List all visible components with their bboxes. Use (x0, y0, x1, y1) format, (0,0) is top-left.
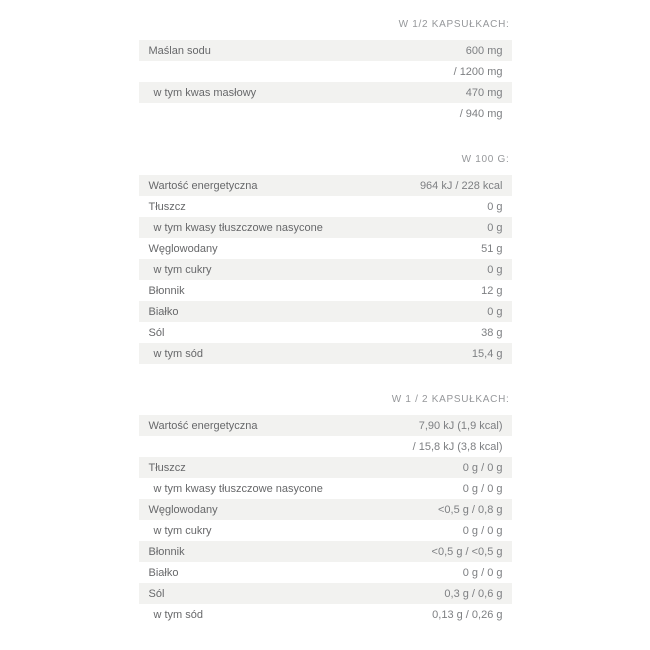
table-row (139, 217, 512, 238)
table-row (139, 196, 512, 217)
table-row (139, 520, 512, 541)
table-row (139, 415, 512, 436)
row-value: 0 g (487, 305, 503, 318)
row-label: Wartość energetyczna (148, 179, 258, 192)
row-label: Sól (148, 326, 165, 339)
row-value: / 940 mg (459, 107, 503, 120)
row-value: 470 mg (465, 86, 503, 99)
section-header: W 1/2 KAPSUŁKACH: (398, 19, 510, 30)
row-value: / 15,8 kJ (3,8 kcal) (412, 440, 503, 453)
row-label: w tym kwasy tłuszczowe nasycone (153, 482, 323, 495)
row-value: 0,13 g / 0,26 g (432, 608, 503, 621)
table-row (139, 343, 512, 364)
row-value: 15,4 g (471, 347, 503, 360)
row-value: 0 g / 0 g (462, 566, 503, 579)
row-label: w tym kwas masłowy (153, 86, 257, 99)
row-label: Błonnik (148, 284, 185, 297)
table-row (139, 478, 512, 499)
row-label: Sól (148, 587, 165, 600)
section-header: W 100 G: (461, 154, 510, 165)
table-row (139, 175, 512, 196)
row-label: w tym sód (153, 347, 204, 360)
row-value: 0 g / 0 g (462, 482, 503, 495)
nutrition-section (139, 154, 512, 364)
row-value: 38 g (481, 326, 503, 339)
row-value: 0 g / 0 g (462, 461, 503, 474)
row-label: w tym sód (153, 608, 204, 621)
row-value: 0 g (487, 200, 503, 213)
row-value: 600 mg (465, 44, 503, 57)
row-value: 0 g (487, 263, 503, 276)
table-row (139, 259, 512, 280)
nutrition-section (139, 19, 512, 124)
row-value: <0,5 g / 0,8 g (437, 503, 503, 516)
nutrition-section (139, 394, 512, 625)
section-header: W 1 / 2 KAPSUŁKACH: (391, 394, 510, 405)
row-value: 7,90 kJ (1,9 kcal) (418, 419, 503, 432)
row-label: Tłuszcz (148, 200, 186, 213)
row-value: 964 kJ / 228 kcal (419, 179, 503, 192)
row-value: 0 g (487, 221, 503, 234)
row-value: 0 g / 0 g (462, 524, 503, 537)
table-row (139, 322, 512, 343)
row-label: Węglowodany (148, 242, 218, 255)
row-value: / 1200 mg (453, 65, 503, 78)
row-value: <0,5 g / <0,5 g (431, 545, 503, 558)
row-label: Maślan sodu (148, 44, 211, 57)
row-value: 0,3 g / 0,6 g (444, 587, 503, 600)
table-row (139, 604, 512, 625)
row-label: Wartość energetyczna (148, 419, 258, 432)
section-rows (139, 40, 512, 124)
row-label: Białko (148, 305, 179, 318)
table-row (139, 583, 512, 604)
table-row (139, 541, 512, 562)
table-row (139, 238, 512, 259)
row-label: Błonnik (148, 545, 185, 558)
row-label: Tłuszcz (148, 461, 186, 474)
row-label: w tym cukry (153, 524, 212, 537)
row-value: 12 g (481, 284, 503, 297)
section-rows (139, 415, 512, 625)
section-rows (139, 175, 512, 364)
table-row (139, 499, 512, 520)
table-row (139, 82, 512, 103)
table-row (139, 436, 512, 457)
table-row (139, 40, 512, 61)
row-label: Węglowodany (148, 503, 218, 516)
row-label: w tym cukry (153, 263, 212, 276)
nutrition-table (139, 0, 512, 625)
table-row (139, 103, 512, 124)
row-label: w tym kwasy tłuszczowe nasycone (153, 221, 323, 234)
table-row (139, 61, 512, 82)
table-row (139, 301, 512, 322)
row-value: 51 g (481, 242, 503, 255)
row-label: Białko (148, 566, 179, 579)
table-row (139, 562, 512, 583)
table-row (139, 457, 512, 478)
table-row (139, 280, 512, 301)
